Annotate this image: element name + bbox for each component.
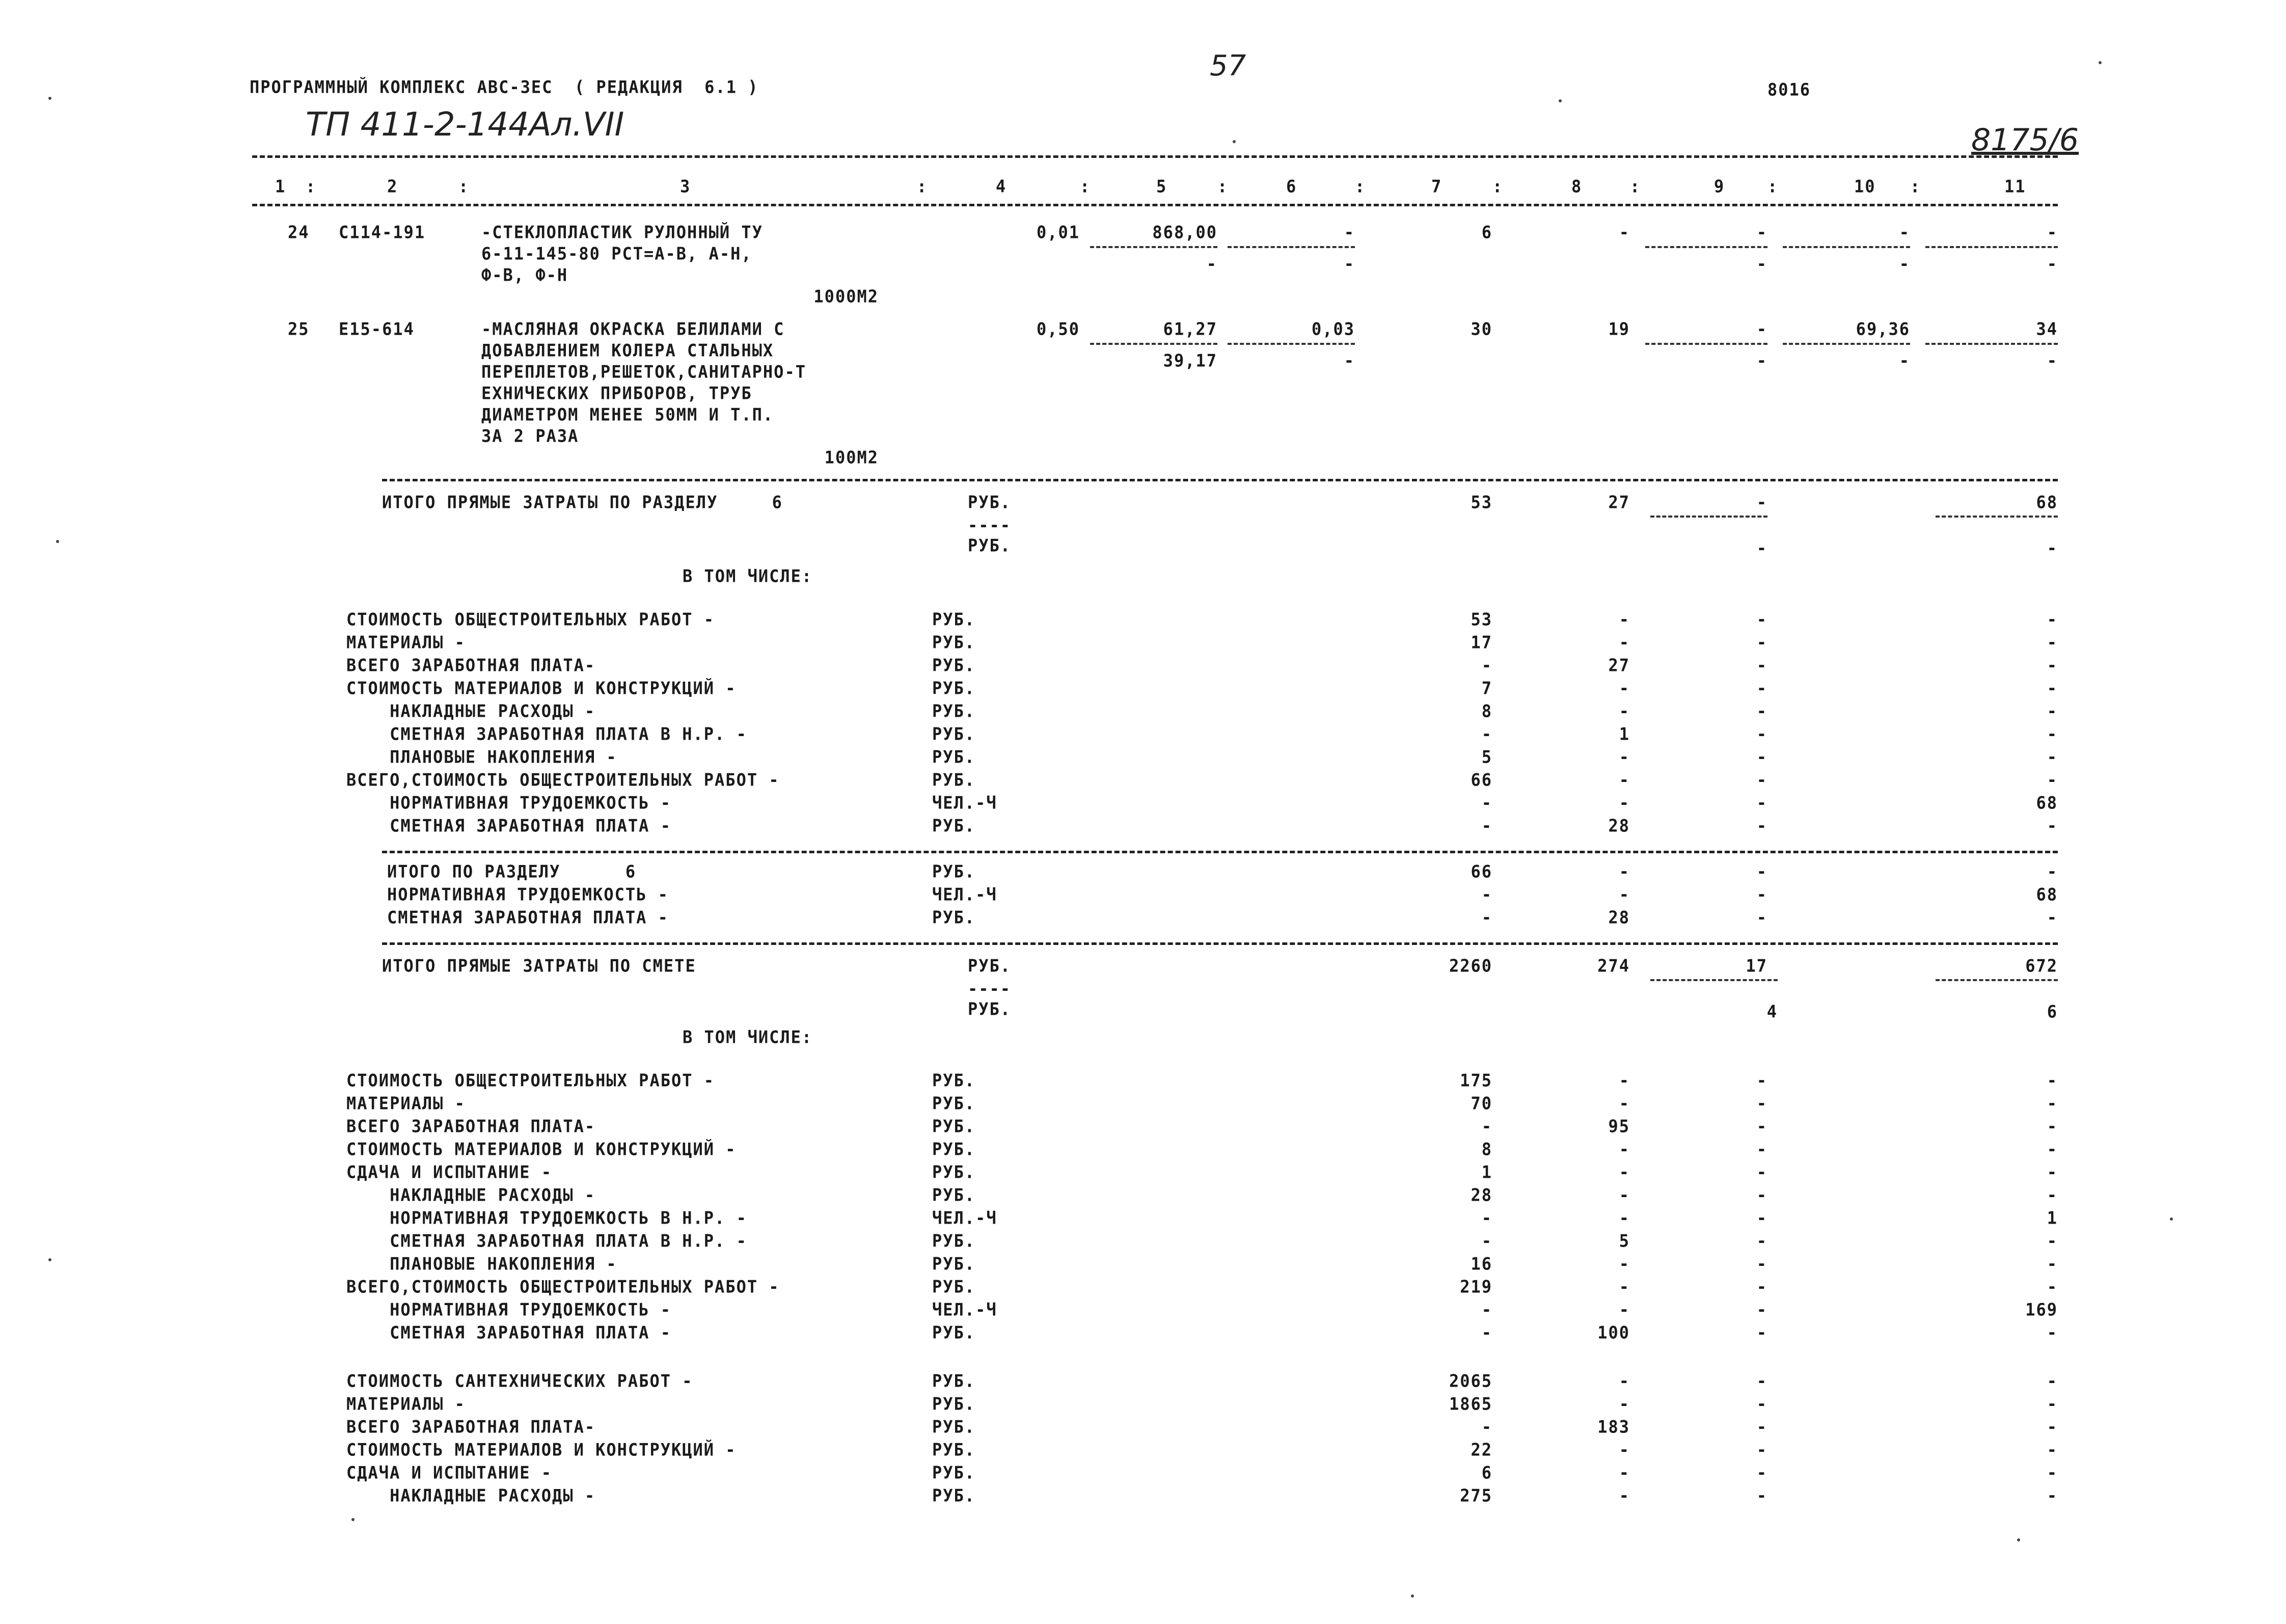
- estimate-row-col7: 28: [1471, 1185, 1492, 1205]
- estimate-row-col8: -: [1619, 1277, 1630, 1297]
- item-unit: 1000М2: [813, 286, 879, 307]
- estimate-row-col9: -: [1756, 1277, 1767, 1297]
- section-total-col9: -: [1756, 492, 1767, 512]
- column-header-7: 7: [1431, 176, 1443, 197]
- estimate-row-col7: 175: [1460, 1070, 1492, 1091]
- estimate-row-b-col7: 22: [1471, 1440, 1492, 1460]
- section-row-col8: -: [1619, 678, 1630, 698]
- section-row-label: СТОИМОСТЬ ОБЩЕСТРОИТЕЛЬНЫХ РАБОТ -: [346, 609, 715, 630]
- sub-rule: [1925, 246, 2058, 248]
- item-col9: -: [1756, 319, 1767, 339]
- estimate-row-b-col9: -: [1756, 1485, 1767, 1506]
- estimate-row-b-unit: РУБ.: [932, 1371, 976, 1391]
- item-description-line: ДИАМЕТРОМ МЕНЕЕ 50ММ И Т.П.: [481, 404, 774, 425]
- item-col10: 69,36: [1856, 319, 1910, 339]
- estimate-row-col7: 16: [1471, 1254, 1492, 1274]
- section-row-label: МАТЕРИАЛЫ -: [346, 632, 466, 653]
- section-row-unit: РУБ.: [932, 678, 976, 698]
- column-separator: :: [1492, 176, 1504, 197]
- section-row-col8: 28: [1608, 816, 1630, 836]
- estimate-row-label: СДАЧА И ИСПЫТАНИЕ -: [346, 1162, 553, 1182]
- estimate-row-b-col11: -: [2047, 1371, 2058, 1391]
- estimate-row-unit: РУБ.: [932, 1093, 976, 1114]
- estimate-row-b-col9: -: [1756, 1371, 1767, 1391]
- estimate-row-col11: 1: [2047, 1208, 2058, 1228]
- estimate-total-col9-sub: 4: [1766, 1002, 1778, 1022]
- section-row-label: НАКЛАДНЫЕ РАСХОДЫ -: [346, 701, 596, 721]
- estimate-row-col8: 100: [1597, 1322, 1630, 1343]
- estimate-row-col8: -: [1619, 1093, 1630, 1114]
- item-col6: -: [1344, 222, 1355, 242]
- project-code: ТП 411-2-144Ал.VII: [306, 106, 624, 144]
- item-code: Е15-614: [339, 319, 415, 339]
- section-row-col11: -: [2047, 747, 2058, 767]
- section-row-col9: -: [1756, 747, 1767, 767]
- sub-rule: [1783, 246, 1910, 248]
- sub-rule: [1090, 246, 1217, 248]
- section-row-col8: -: [1619, 609, 1630, 630]
- section-total-label: ИТОГО ПРЯМЫЕ ЗАТРАТЫ ПО РАЗДЕЛУ 6: [382, 492, 783, 512]
- estimate-row-b-unit: РУБ.: [932, 1394, 976, 1414]
- estimate-row-unit: РУБ.: [932, 1277, 976, 1297]
- item-col7: 6: [1481, 222, 1492, 242]
- estimate-row-col8: -: [1619, 1185, 1630, 1205]
- section-row-col8: -: [1619, 747, 1630, 767]
- section-row-unit: ЧЕЛ.-Ч: [932, 793, 997, 813]
- sub-rule: [1645, 343, 1767, 345]
- estimate-row-unit: ЧЕЛ.-Ч: [932, 1208, 997, 1228]
- section-total-col11: 68: [2036, 492, 2058, 512]
- estimate-row-b-col11: -: [2047, 1417, 2058, 1437]
- estimate-total-unit2: РУБ.: [968, 999, 1012, 1019]
- section-row-unit: РУБ.: [932, 655, 976, 675]
- rule-top: [252, 155, 2058, 158]
- itogo-col8: 28: [1608, 907, 1630, 928]
- column-separator: :: [917, 176, 928, 197]
- itogo-col9: -: [1756, 907, 1767, 928]
- item-col10-sub: -: [1899, 350, 1910, 371]
- estimate-row-label: СТОИМОСТЬ МАТЕРИАЛОВ И КОНСТРУКЦИЙ -: [346, 1139, 737, 1159]
- section-total-unit2: РУБ.: [968, 535, 1012, 556]
- section-row-col9: -: [1756, 816, 1767, 836]
- item-description-line: ЗА 2 РАЗА: [481, 426, 579, 446]
- estimate-row-label: НОРМАТИВНАЯ ТРУДОЕМКОСТЬ -: [346, 1300, 671, 1320]
- itogo-col11: -: [2047, 861, 2058, 882]
- column-separator: :: [1217, 176, 1229, 197]
- sub-rule: [1645, 246, 1767, 248]
- estimate-row-b-label: НАКЛАДНЫЕ РАСХОДЫ -: [346, 1485, 596, 1506]
- column-separator: :: [458, 176, 470, 197]
- item-price: 868,00: [1152, 222, 1217, 242]
- estimate-row-b-label: МАТЕРИАЛЫ -: [346, 1394, 466, 1414]
- estimate-row-col7: -: [1481, 1231, 1492, 1251]
- section-row-col9: -: [1756, 793, 1767, 813]
- estimate-total-col7: 2260: [1449, 956, 1492, 976]
- section-row-col11: -: [2047, 701, 2058, 721]
- estimate-total-col11-sub: 6: [2047, 1002, 2058, 1022]
- item-unit: 100М2: [824, 447, 879, 468]
- estimate-row-col9: -: [1756, 1208, 1767, 1228]
- estimate-row-col9: -: [1756, 1185, 1767, 1205]
- section-row-col9: -: [1756, 724, 1767, 744]
- section-row-col9: -: [1756, 701, 1767, 721]
- column-header-1: 1: [275, 176, 286, 197]
- estimate-row-col11: -: [2047, 1139, 2058, 1159]
- section-row-unit: РУБ.: [932, 724, 976, 744]
- item-col8: 19: [1608, 319, 1630, 339]
- estimate-row-col11: -: [2047, 1322, 2058, 1343]
- estimate-row-b-col11: -: [2047, 1485, 2058, 1506]
- estimate-row-b-col8: -: [1619, 1440, 1630, 1460]
- estimate-row-col9: -: [1756, 1254, 1767, 1274]
- item-description-line: ДОБАВЛЕНИЕМ КОЛЕРА СТАЛЬНЫХ: [481, 340, 774, 361]
- section-row-unit: РУБ.: [932, 770, 976, 790]
- column-header-6: 6: [1286, 176, 1297, 197]
- estimate-total-unit-dash: ----: [968, 979, 1012, 999]
- section-row-unit: РУБ.: [932, 609, 976, 630]
- itogo-label: НОРМАТИВНАЯ ТРУДОЕМКОСТЬ -: [387, 884, 669, 905]
- section-row-label: ПЛАНОВЫЕ НАКОПЛЕНИЯ -: [346, 747, 617, 767]
- rule-section: [382, 479, 2058, 481]
- itogo-col11: 68: [2036, 884, 2058, 905]
- itogo-col8: -: [1619, 861, 1630, 882]
- column-header-9: 9: [1714, 176, 1725, 197]
- estimate-row-unit: РУБ.: [932, 1231, 976, 1251]
- estimate-row-col7: -: [1481, 1208, 1492, 1228]
- estimate-row-col11: -: [2047, 1093, 2058, 1114]
- estimate-row-unit: РУБ.: [932, 1070, 976, 1091]
- section-row-col7: 8: [1481, 701, 1492, 721]
- section-row-col11: -: [2047, 632, 2058, 653]
- section-total-col8: 27: [1608, 492, 1630, 512]
- column-header-4: 4: [996, 176, 1007, 197]
- estimate-row-label: НОРМАТИВНАЯ ТРУДОЕМКОСТЬ В Н.Р. -: [346, 1208, 747, 1228]
- estimate-total-col9: 17: [1746, 956, 1767, 976]
- estimate-row-col9: -: [1756, 1116, 1767, 1136]
- section-row-unit: РУБ.: [932, 701, 976, 721]
- section-row-col11: -: [2047, 655, 2058, 675]
- item-col6-sub: -: [1344, 350, 1355, 371]
- section-row-col7: 17: [1471, 632, 1492, 653]
- section-row-label: НОРМАТИВНАЯ ТРУДОЕМКОСТЬ -: [346, 793, 671, 813]
- item-description-line: ЕХНИЧЕСКИХ ПРИБОРОВ, ТРУБ: [481, 383, 752, 403]
- estimate-row-col11: 169: [2025, 1300, 2058, 1320]
- estimate-row-col7: 219: [1460, 1277, 1492, 1297]
- sub-rule: [1650, 516, 1767, 518]
- rule-estimate: [382, 942, 2058, 945]
- estimate-row-col8: -: [1619, 1162, 1630, 1182]
- section-row-label: ВСЕГО ЗАРАБОТНАЯ ПЛАТА-: [346, 655, 596, 675]
- item-col6: 0,03: [1311, 319, 1355, 339]
- item-col10: -: [1899, 222, 1910, 242]
- section-row-col8: 27: [1608, 655, 1630, 675]
- estimate-row-label: ВСЕГО,СТОИМОСТЬ ОБЩЕСТРОИТЕЛЬНЫХ РАБОТ -: [346, 1277, 780, 1297]
- section-row-col9: -: [1756, 655, 1767, 675]
- section-row-col7: 66: [1471, 770, 1492, 790]
- estimate-row-col8: -: [1619, 1070, 1630, 1091]
- estimate-row-b-col9: -: [1756, 1417, 1767, 1437]
- estimate-row-unit: РУБ.: [932, 1116, 976, 1136]
- itogo-label: СМЕТНАЯ ЗАРАБОТНАЯ ПЛАТА -: [387, 907, 669, 928]
- column-header-5: 5: [1156, 176, 1167, 197]
- itogo-col7: -: [1481, 907, 1492, 928]
- sub-rule: [1650, 979, 1778, 981]
- estimate-row-col7: -: [1481, 1300, 1492, 1320]
- itogo-col11: -: [2047, 907, 2058, 928]
- estimate-row-unit: РУБ.: [932, 1322, 976, 1343]
- estimate-total-col8: 274: [1597, 956, 1630, 976]
- item-description-line: -МАСЛЯНАЯ ОКРАСКА БЕЛИЛАМИ С: [481, 319, 785, 339]
- estimate-row-b-col9: -: [1756, 1394, 1767, 1414]
- estimate-row-b-col8: 183: [1597, 1417, 1630, 1437]
- estimate-row-label: МАТЕРИАЛЫ -: [346, 1093, 466, 1114]
- section-row-col7: 53: [1471, 609, 1492, 630]
- estimate-row-b-col11: -: [2047, 1394, 2058, 1414]
- estimate-row-b-col11: -: [2047, 1463, 2058, 1483]
- estimate-row-b-unit: РУБ.: [932, 1485, 976, 1506]
- itogo-col7: -: [1481, 884, 1492, 905]
- section-row-unit: РУБ.: [932, 816, 976, 836]
- section-row-col8: -: [1619, 770, 1630, 790]
- estimate-incl-heading: В ТОМ ЧИСЛЕ:: [683, 1027, 813, 1047]
- item-col10-sub: -: [1899, 254, 1910, 274]
- itogo-col7: 66: [1471, 861, 1492, 882]
- sheet-number: 8175/6: [1971, 122, 2079, 158]
- sub-rule: [1936, 516, 2058, 518]
- estimate-row-col11: -: [2047, 1162, 2058, 1182]
- estimate-row-col8: -: [1619, 1300, 1630, 1320]
- estimate-row-col9: -: [1756, 1070, 1767, 1091]
- estimate-row-col8: -: [1619, 1208, 1630, 1228]
- item-col11-sub: -: [2047, 254, 2058, 274]
- estimate-row-col9: -: [1756, 1300, 1767, 1320]
- estimate-row-col8: 95: [1608, 1116, 1630, 1136]
- column-header-8: 8: [1571, 176, 1583, 197]
- estimate-row-col8: -: [1619, 1139, 1630, 1159]
- item-col11: -: [2047, 222, 2058, 242]
- item-col9-sub: -: [1756, 350, 1767, 371]
- estimate-row-col8: 5: [1619, 1231, 1630, 1251]
- itogo-label: ИТОГО ПО РАЗДЕЛУ 6: [387, 861, 637, 882]
- section-row-col7: 7: [1481, 678, 1492, 698]
- section-row-col11: -: [2047, 724, 2058, 744]
- section-row-col9: -: [1756, 770, 1767, 790]
- program-title: ПРОГРАММНЫЙ КОМПЛЕКС АВС-3ЕС ( РЕДАКЦИЯ 6.1 ): [250, 77, 759, 97]
- item-price: 61,27: [1163, 319, 1217, 339]
- estimate-row-b-unit: РУБ.: [932, 1417, 976, 1437]
- item-col9-sub: -: [1756, 254, 1767, 274]
- estimate-row-b-col7: 2065: [1449, 1371, 1492, 1391]
- estimate-row-col9: -: [1756, 1322, 1767, 1343]
- column-separator: :: [1355, 176, 1366, 197]
- estimate-row-b-col8: -: [1619, 1463, 1630, 1483]
- section-row-col8: -: [1619, 632, 1630, 653]
- column-separator: :: [1910, 176, 1921, 197]
- item-description-line: Ф-В, Ф-Н: [481, 265, 568, 285]
- sub-rule: [1925, 343, 2058, 345]
- item-price-sub: 39,17: [1163, 350, 1217, 371]
- estimate-row-b-label: ВСЕГО ЗАРАБОТНАЯ ПЛАТА-: [346, 1417, 596, 1437]
- item-description-line: -СТЕКЛОПЛАСТИК РУЛОННЫЙ ТУ: [481, 222, 763, 242]
- section-row-col7: -: [1481, 793, 1492, 813]
- estimate-row-label: СМЕТНАЯ ЗАРАБОТНАЯ ПЛАТА В Н.Р. -: [346, 1231, 747, 1251]
- estimate-row-col9: -: [1756, 1162, 1767, 1182]
- rule-itogo: [382, 851, 2058, 853]
- section-row-col8: 1: [1619, 724, 1630, 744]
- itogo-col8: -: [1619, 884, 1630, 905]
- estimate-row-col11: -: [2047, 1116, 2058, 1136]
- estimate-row-b-col9: -: [1756, 1440, 1767, 1460]
- estimate-row-b-unit: РУБ.: [932, 1440, 976, 1460]
- item-code: С114-191: [339, 222, 426, 242]
- section-total-unit: РУБ.: [968, 492, 1012, 512]
- section-row-col11: -: [2047, 770, 2058, 790]
- item-col6-sub: -: [1344, 254, 1355, 274]
- column-header-11: 11: [2004, 176, 2026, 197]
- estimate-row-b-col7: -: [1481, 1417, 1492, 1437]
- section-row-col8: -: [1619, 701, 1630, 721]
- estimate-row-b-label: СТОИМОСТЬ МАТЕРИАЛОВ И КОНСТРУКЦИЙ -: [346, 1440, 737, 1460]
- estimate-total-label: ИТОГО ПРЯМЫЕ ЗАТРАТЫ ПО СМЕТЕ: [382, 956, 696, 976]
- itogo-col9: -: [1756, 884, 1767, 905]
- estimate-row-col9: -: [1756, 1139, 1767, 1159]
- section-total-unit-dash: ----: [968, 515, 1012, 535]
- section-row-col11: 68: [2036, 793, 2058, 813]
- sub-rule: [1228, 246, 1355, 248]
- column-separator: :: [1080, 176, 1091, 197]
- itogo-unit: ЧЕЛ.-Ч: [932, 884, 997, 905]
- estimate-total-col11: 672: [2025, 956, 2058, 976]
- estimate-row-col11: -: [2047, 1070, 2058, 1091]
- estimate-total-unit: РУБ.: [968, 956, 1012, 976]
- section-row-col9: -: [1756, 632, 1767, 653]
- sub-rule: [1783, 343, 1910, 345]
- item-col11: 34: [2036, 319, 2058, 339]
- sub-rule: [1090, 343, 1217, 345]
- page-number: 57: [1210, 49, 1246, 83]
- item-col9: -: [1756, 222, 1767, 242]
- estimate-row-col7: -: [1481, 1322, 1492, 1343]
- estimate-row-b-col11: -: [2047, 1440, 2058, 1460]
- estimate-row-b-label: СТОИМОСТЬ САНТЕХНИЧЕСКИХ РАБОТ -: [346, 1371, 693, 1391]
- estimate-row-col11: -: [2047, 1277, 2058, 1297]
- itogo-unit: РУБ.: [932, 907, 976, 928]
- estimate-row-col11: -: [2047, 1254, 2058, 1274]
- section-row-label: ВСЕГО,СТОИМОСТЬ ОБЩЕСТРОИТЕЛЬНЫХ РАБОТ -: [346, 770, 780, 790]
- estimate-row-unit: РУБ.: [932, 1254, 976, 1274]
- estimate-row-col8: -: [1619, 1254, 1630, 1274]
- sub-rule: [1936, 979, 2058, 981]
- section-total-col7: 53: [1471, 492, 1492, 512]
- estimate-row-unit: ЧЕЛ.-Ч: [932, 1300, 997, 1320]
- estimate-row-unit: РУБ.: [932, 1139, 976, 1159]
- estimate-row-b-col7: 6: [1481, 1463, 1492, 1483]
- column-separator: :: [1630, 176, 1641, 197]
- estimate-row-b-label: СДАЧА И ИСПЫТАНИЕ -: [346, 1463, 553, 1483]
- item-quantity: 0,01: [1036, 222, 1080, 242]
- estimate-row-b-col7: 1865: [1449, 1394, 1492, 1414]
- estimate-row-label: СМЕТНАЯ ЗАРАБОТНАЯ ПЛАТА -: [346, 1322, 671, 1343]
- estimate-row-b-col8: -: [1619, 1394, 1630, 1414]
- section-row-col8: -: [1619, 793, 1630, 813]
- estimate-row-col7: 70: [1471, 1093, 1492, 1114]
- section-total-col9-sub: -: [1756, 538, 1767, 558]
- estimate-row-b-col8: -: [1619, 1371, 1630, 1391]
- section-row-col7: -: [1481, 724, 1492, 744]
- section-total-col11-sub: -: [2047, 538, 2058, 558]
- itogo-col9: -: [1756, 861, 1767, 882]
- estimate-row-unit: РУБ.: [932, 1162, 976, 1182]
- estimate-row-col11: -: [2047, 1231, 2058, 1251]
- section-row-unit: РУБ.: [932, 747, 976, 767]
- estimate-row-col9: -: [1756, 1093, 1767, 1114]
- section-row-label: СМЕТНАЯ ЗАРАБОТНАЯ ПЛАТА В Н.Р. -: [346, 724, 747, 744]
- estimate-row-col11: -: [2047, 1185, 2058, 1205]
- section-row-col11: -: [2047, 816, 2058, 836]
- item-number: 24: [288, 222, 310, 242]
- column-separator: :: [306, 176, 317, 197]
- section-row-col11: -: [2047, 609, 2058, 630]
- section-row-col9: -: [1756, 609, 1767, 630]
- estimate-row-label: ВСЕГО ЗАРАБОТНАЯ ПЛАТА-: [346, 1116, 596, 1136]
- code-right: 8016: [1767, 79, 1811, 100]
- column-header-2: 2: [387, 176, 398, 197]
- column-header-3: 3: [680, 176, 691, 197]
- estimate-row-col9: -: [1756, 1231, 1767, 1251]
- itogo-unit: РУБ.: [932, 861, 976, 882]
- section-row-label: СТОИМОСТЬ МАТЕРИАЛОВ И КОНСТРУКЦИЙ -: [346, 678, 737, 698]
- sub-rule: [1228, 343, 1355, 345]
- estimate-row-b-col7: 275: [1460, 1485, 1492, 1506]
- item-price-sub: -: [1206, 254, 1217, 274]
- estimate-row-col7: -: [1481, 1116, 1492, 1136]
- section-row-col7: -: [1481, 816, 1492, 836]
- item-col8: -: [1619, 222, 1630, 242]
- section-row-col7: -: [1481, 655, 1492, 675]
- section-row-col7: 5: [1481, 747, 1492, 767]
- section-incl-heading: В ТОМ ЧИСЛЕ:: [683, 566, 813, 586]
- estimate-row-b-col8: -: [1619, 1485, 1630, 1506]
- section-row-col9: -: [1756, 678, 1767, 698]
- estimate-row-label: ПЛАНОВЫЕ НАКОПЛЕНИЯ -: [346, 1254, 617, 1274]
- section-row-unit: РУБ.: [932, 632, 976, 653]
- estimate-row-col7: 8: [1481, 1139, 1492, 1159]
- item-description-line: ПЕРЕПЛЕТОВ,РЕШЕТОК,САНИТАРНО-Т: [481, 362, 806, 382]
- rule-head: [252, 204, 2058, 206]
- estimate-row-label: НАКЛАДНЫЕ РАСХОДЫ -: [346, 1185, 596, 1205]
- item-number: 25: [288, 319, 310, 339]
- estimate-row-b-unit: РУБ.: [932, 1463, 976, 1483]
- item-description-line: 6-11-145-80 РСТ=А-В, А-Н,: [481, 243, 752, 264]
- section-row-label: СМЕТНАЯ ЗАРАБОТНАЯ ПЛАТА -: [346, 816, 671, 836]
- column-header-10: 10: [1854, 176, 1876, 197]
- section-row-col11: -: [2047, 678, 2058, 698]
- item-col7: 30: [1471, 319, 1492, 339]
- estimate-row-col7: 1: [1481, 1162, 1492, 1182]
- estimate-row-label: СТОИМОСТЬ ОБЩЕСТРОИТЕЛЬНЫХ РАБОТ -: [346, 1070, 715, 1091]
- item-quantity: 0,50: [1036, 319, 1080, 339]
- item-col11-sub: -: [2047, 350, 2058, 371]
- estimate-row-unit: РУБ.: [932, 1185, 976, 1205]
- column-separator: :: [1767, 176, 1779, 197]
- estimate-row-b-col9: -: [1756, 1463, 1767, 1483]
